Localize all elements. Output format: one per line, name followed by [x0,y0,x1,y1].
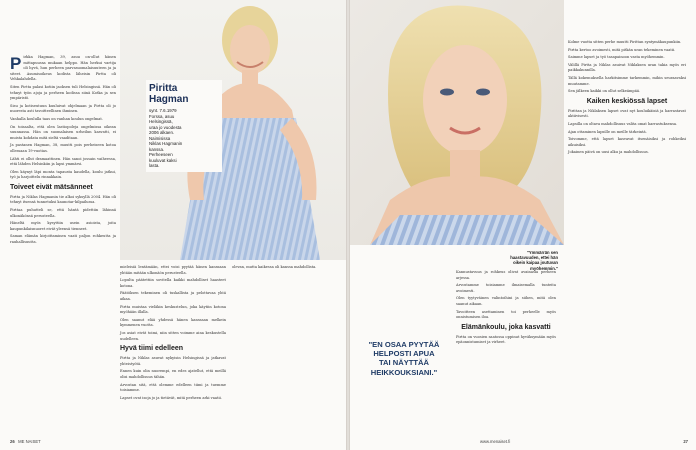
body-paragraph: Tällä kokemuksella harkitsimme tarkemmin, mihin seuraavaksi muutamme. [568,75,686,86]
profile-line: kuuluvat kaksi [149,157,177,163]
profile-line: uraa jo vuodesta [149,124,182,130]
right-column-2 [568,40,686,158]
body-paragraph: Lähti ei ollut dramaattinen. Hän sanoi jossain vaiheessa, että lähden Helsinkiin ja lapsi ymmärsi. [10,156,116,167]
body-paragraph: Pirtta ja Niklas Hagmanin tie alkoi syksyllä 2004. Hän oli tehnyt itsensä tunnetuksi kaunotar-kilpailussa. [10,194,116,205]
caption-text: "Ymmärrän sen haastavuuden, ettei hän oikein kaipaa joutuvan myöhemmin." [510,250,558,271]
pull-quote-line: HELPOSTI APUA [373,349,435,359]
body-paragraph: Olen saanut elää yhdessä hänen kanssaan melkein kymmenen vuotta. [120,317,226,328]
profile-line: Helsingissä, [149,119,173,124]
right-page [350,0,696,450]
profile-line: 2006 alkaen. [149,130,175,135]
body-paragraph: Häneltä myös kysyttiin usein asioista, joita kaupunkilaisnuoret eivät yleensä tienneet. [10,221,116,231]
section-heading: Toiveet eivät mätsänneet [10,183,93,191]
body-paragraph: Lapsilla on oltava mahdollisuus valita omat harrastuksensa. [568,121,678,126]
body-paragraph: olevan, mutta kaikessa oli kanssa mahdollista. [232,265,317,269]
intro-paragraph: irkka Hagman, 39, asuu on-ollut hänen mittapuussa mukaan helppo. Hän herkui vartija oli hyvä, hun perheen parvasuomalaisuuteen ja ja siteet. Asumisoikeus kodista läheisin Pirtta oli Vehkalahdella. [10,55,116,82]
profile-line: Niklas Hagmanin [149,141,183,146]
page-number: 26 [10,439,15,444]
section-heading: Kaiken keskiössä lapset [586,97,668,105]
profile-line: Forssa, asuu [149,113,175,119]
body-paragraph: Olen tyytyväinen valintoihini ja siihen, mitä olen saanut aikaan. [456,296,556,306]
left-page [0,0,346,450]
left-footer [10,439,41,444]
body-paragraph: Siten Pirtta palasi kotiin jaoksen tuli Helsingissä. Hän oli tehnyt työn ajoja ja perheen kodissa siinä Kotka ja sen ympäristö. [10,84,116,101]
profile-box [146,80,222,172]
closeup-illustration [350,0,564,245]
section-heading: Hyvä tiimi edelleen [120,345,184,353]
magazine-name: ME NAISET [18,439,41,444]
body-paragraph: Pirttaa puhutteli se, että häntä pidettiin lähinnä ulkonäkönsä perusteella. [10,208,116,218]
right-footer-site [480,439,510,444]
body-paragraph: Kannustavuus ja rohkeus olivat avainasia perheen arjessa. [456,270,556,280]
body-paragraph: On toisaalta, että olen lastiopoleja ongelmissa oikean suunnassa. Hän on suomalaisen urheilun kasvatti, ei muista kohdata mitä sieltä vaaditaan. [10,124,116,140]
body-paragraph: Sen jälkeen kaikki on ollut selkeämpää. [568,89,641,94]
profile-line: synt. 7.6.1979 [149,108,177,113]
body-paragraph: Pirtta muistaa vieläkin keskustelun, joka käytiin kotona myöhään illalla. [120,304,226,315]
pull-quote-line: TAI NÄYTTÄÄ [378,358,430,368]
profile-line: kanssa. [149,146,165,152]
body-paragraph: mieleisiä lentämään, ettei voisi pyytää hänen kanssaan yhtään mitään ulkonäön perusteella. [120,265,226,275]
profile-line: Naimisissa [149,135,171,141]
body-paragraph: Arvostan sitä, että olemme edelleen tiimi ja tuemme toisiamme. [120,382,226,393]
closeup-photo [350,0,564,245]
body-paragraph: Ajan ottaminen lapsille on meille tärkeintä. [568,129,647,134]
body-paragraph: Kolme vuotta sitten perhe muutti Pirittan syntymäkaupunkiin. [568,40,682,44]
body-paragraph: Toivomme, että lapset kasvavat itsenäisiksi ja rohkeiksi aikuisiksi. [568,137,686,147]
pull-quote-line: "EN OSAA PYYTÄÄ [368,340,440,349]
body-paragraph: Pirtta kertoo avoimesti, mitä pitkän uran tekeminen vaatii. [568,47,676,52]
body-paragraph: Lapset ovat isoja jo ja tietävät, mitä perheen arki vaatii. [120,395,222,400]
profile-line: lasta. [149,163,160,168]
body-paragraph: Pirtta on vuosien saatossa oppinut hyväksymään myös epäonnistumiset ja virheet. [456,334,556,345]
body-paragraph: Pirittan ja Niklaksen lapset ovat nyt kouluikäisiä ja harrastavat aktiivisesti. [568,108,686,119]
left-column-1 [10,55,116,248]
body-paragraph: Saman elämän kirjoittaminen vaati paljon rohkeutta ja rauhallisuutta. [10,234,116,245]
body-paragraph: Ja pastanen Hagman, 38, muutti pois perheiseen kotoa ollessaan 19-vuotias. [10,143,116,153]
body-paragraph: Olen käynyt läpi monta tapausta kaudella, koulu jatkui, työ ja harjoittelu rinnakkain. [10,169,116,180]
right-footer-page [683,439,688,444]
profile-name-first: Piritta [149,83,178,94]
pull-quote [354,340,454,377]
right-column-1 [456,270,556,348]
body-paragraph: Päätöksen tekeminen oli tuskallista ja pelottavaa yhtä aikaa. [120,291,226,301]
page-number: 27 [683,439,688,444]
body-paragraph: Jokainen päivä on uusi alku ja mahdollisuus. [568,150,649,155]
body-paragraph: Jos asiat eivät toimi, niin sitten voimme aina keskustella uudelleen. [120,330,226,341]
left-column-2 [120,265,226,403]
body-paragraph: Saimme lapset ja työ tasapainoon vasta myöhemmin. [568,55,665,60]
photo-caption-quote [500,250,558,271]
body-paragraph: Välillä Pirtta ja Niklas asuivat Niklaksen uran takia myös eri paikkakunnilla. [568,62,686,73]
body-paragraph: Vanhalla koululla taas on vanhan koulun ongelmat. [10,116,103,121]
body-paragraph: Pirtta ja Niklas asuvat nykyisin Helsingissä ja jatkavat yhteistyötä. [120,356,226,366]
body-paragraph: Lopulta päätettiin sovitella kaikki mahdolliset haasteet kotona. [120,278,226,288]
site-url: www.menaiset.fi [480,439,511,444]
body-paragraph: Sisu ja kotiseutuun kuuluivat ohjelmaan ja Pirtta oli jo nuoresta asti tavoitteellinen ihminen. [10,103,116,114]
body-paragraph: Tavoitteen asettaminen toi perheelle myös onnistumisen iloa. [456,309,556,320]
profile-line: Perheeseen [149,152,173,157]
drop-cap: P [10,54,22,73]
body-paragraph: Arvostamme toisiamme ilmaisemalla tunteita avoimesti. [456,283,556,293]
left-column-3 [232,265,338,273]
section-heading: Elämänkoulu, joka kasvatti [461,323,551,331]
profile-name-last: Hagman [149,94,189,105]
body-paragraph: Ennen kuin olin nuorempi, en edes ajatellut, että meillä olisi mahdollisuus tähän. [120,369,226,379]
pull-quote-line: HEIKKOUKSIANI." [370,367,438,377]
